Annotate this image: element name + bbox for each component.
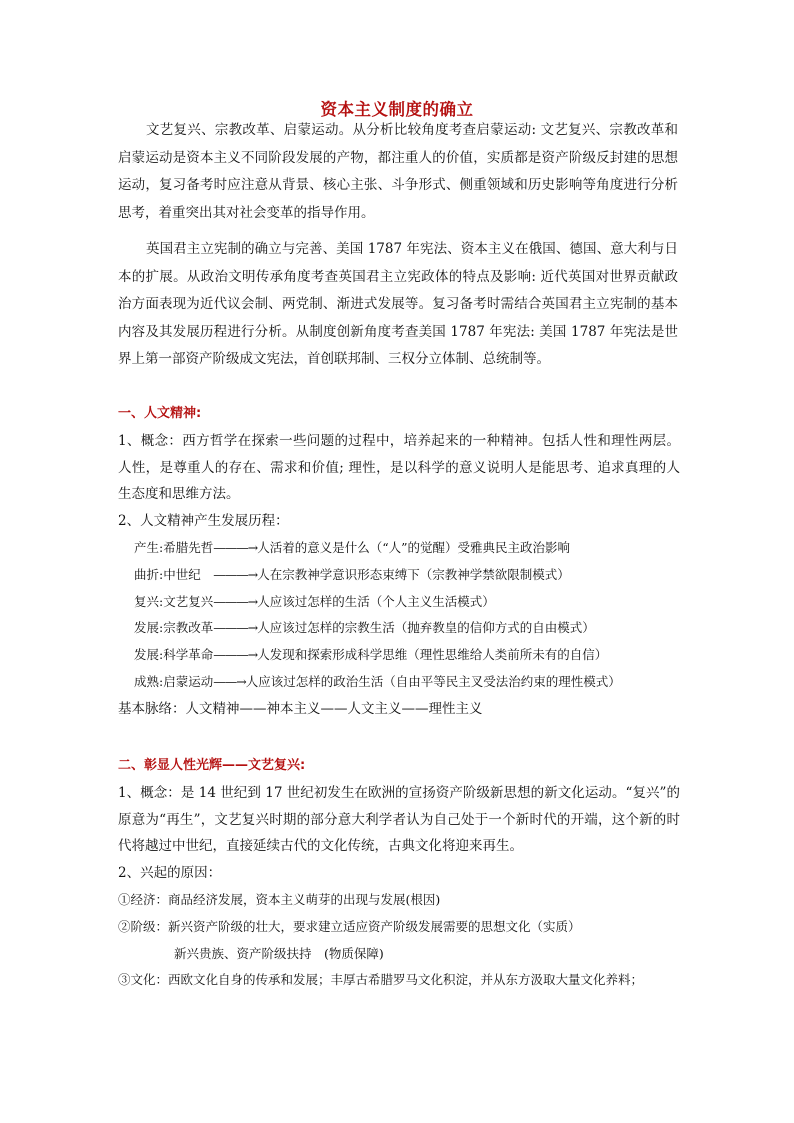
context-line: 基本脉络：人文精神——神本主义——人文主义——理性主义: [118, 700, 483, 717]
stage-label: 产生:: [134, 539, 164, 555]
concept-text: 1、概念：西方哲学在探索一些问题的过程中，培养起来的一种精神。包括人性和理性两层。人性，是尊重人的存在、需求和价值; 理性，是以科学的意义说明人是能思考、追求真理的人生态度和思维方法。: [118, 432, 680, 503]
intro-paragraph-1: 文艺复兴、宗教改革、启蒙运动。从分析比较角度考查启蒙运动: 文艺复兴、宗教改革和启蒙运动是资本主义不同阶段发展的产物，都注重人的价值，实质都是资产阶级反封建的思想运动，复习备考时应注意从背景、核心主张、斗争形式、侧重领域和历史影响等角度进行分析思考，着重突出其对社会变革的指导作用。: [118, 122, 678, 221]
stage-name: 文艺复兴: [163, 593, 214, 609]
stage-row: [118, 669, 680, 696]
arrow-icon: ——→: [213, 673, 246, 689]
stage-text: 人应该过怎样的生活（个人主义生活模式）: [257, 593, 495, 609]
stage-label: 曲折:: [134, 566, 164, 582]
stage-label: 发展:: [134, 647, 164, 663]
page-title: 资本主义制度的确立: [320, 100, 474, 119]
stage-row: [118, 589, 680, 616]
stage-name: 中世纪: [163, 566, 214, 582]
reason-culture: ③文化：西欧文化自身的传承和发展；丰厚古希腊罗马文化积淀，并从东方汲取大量文化养料；: [118, 972, 644, 988]
stage-row: [118, 615, 680, 642]
reason-class: ②阶级：新兴资产阶级的壮大，要求建立适应资产阶级发展需要的思想文化（实质）: [118, 918, 581, 934]
arrow-icon: ———→: [213, 620, 258, 636]
stage-row: [118, 535, 680, 562]
history-label: 2、人文精神产生发展历程：: [118, 513, 289, 530]
reason-class-support: 新兴贵族、资产阶级扶持 (物质保障): [174, 945, 384, 961]
stage-row: [118, 562, 680, 589]
section-heading: 一、人文精神:: [118, 406, 202, 421]
stage-name: 科学革命: [163, 647, 214, 663]
stage-label: 复兴:: [134, 593, 164, 609]
arrow-icon: ———→: [213, 566, 258, 582]
reason-economy: ①经济：商品经济发展，资本主义萌芽的出现与发展(根因): [118, 891, 441, 907]
arrow-icon: ———→: [213, 647, 258, 663]
stage-text: 人发现和探索形成科学思维（理性思维给人类前所未有的自信）: [257, 647, 608, 663]
stage-text: 人应该过怎样的宗教生活（抛弃教皇的信仰方式的自由模式）: [257, 620, 595, 636]
stage-name: 宗教改革: [163, 620, 214, 636]
concept-text: 1、概念：是 14 世纪到 17 世纪初发生在欧洲的宣扬资产阶级新思想的新文化运动。“复兴”的原意为“再生”，文艺复兴时期的部分意大利学者认为自己处于一个新时代的开端，这个新的时代将越过中世纪，直接延续古代的文化传统，古典文化将迎来再生。: [118, 784, 680, 855]
stage-label: 发展:: [134, 620, 164, 636]
stage-text: 人在宗教神学意识形态束缚下（宗教神学禁欲限制模式）: [257, 566, 570, 582]
section-heading: 二、彰显人性光辉——文艺复兴:: [118, 758, 306, 773]
stage-name: 希腊先哲: [163, 539, 214, 555]
arrow-icon: ———→: [213, 593, 258, 609]
stage-text: 人应该过怎样的政治生活（自由平等民主叉受法治约束的理性模式）: [245, 673, 621, 689]
reasons-label: 2、兴起的原因：: [118, 865, 222, 882]
arrow-icon: ———→: [213, 539, 258, 555]
stage-name: 启蒙运动: [163, 673, 214, 689]
stage-label: 成熟:: [134, 673, 164, 689]
section-humanism: [118, 401, 680, 723]
intro-paragraph-2: 英国君主立宪制的确立与完善、美国 1787 年宪法、资本主义在俄国、德国、意大利与日本的扩展。从政治文明传承角度考查英国君主立宪政体的特点及影响: 近代英国对世界贡献政治方面表现为近代议会制、两党制、渐进式发展等。复习备考时需结合英国君主立宪制的基本内容及其发展历程进行分析。从制度创新角度考查美国 1787 年宪法: 美国 1787 年宪法是世界上第一部资产阶级成文宪法，首创联邦制、三权分立体制、总统制等。: [118, 241, 678, 367]
stage-row: [118, 642, 680, 669]
stage-text: 人活着的意义是什么（“人”的觉醒）受雅典民主政治影响: [257, 539, 571, 555]
section-renaissance: [118, 753, 680, 994]
